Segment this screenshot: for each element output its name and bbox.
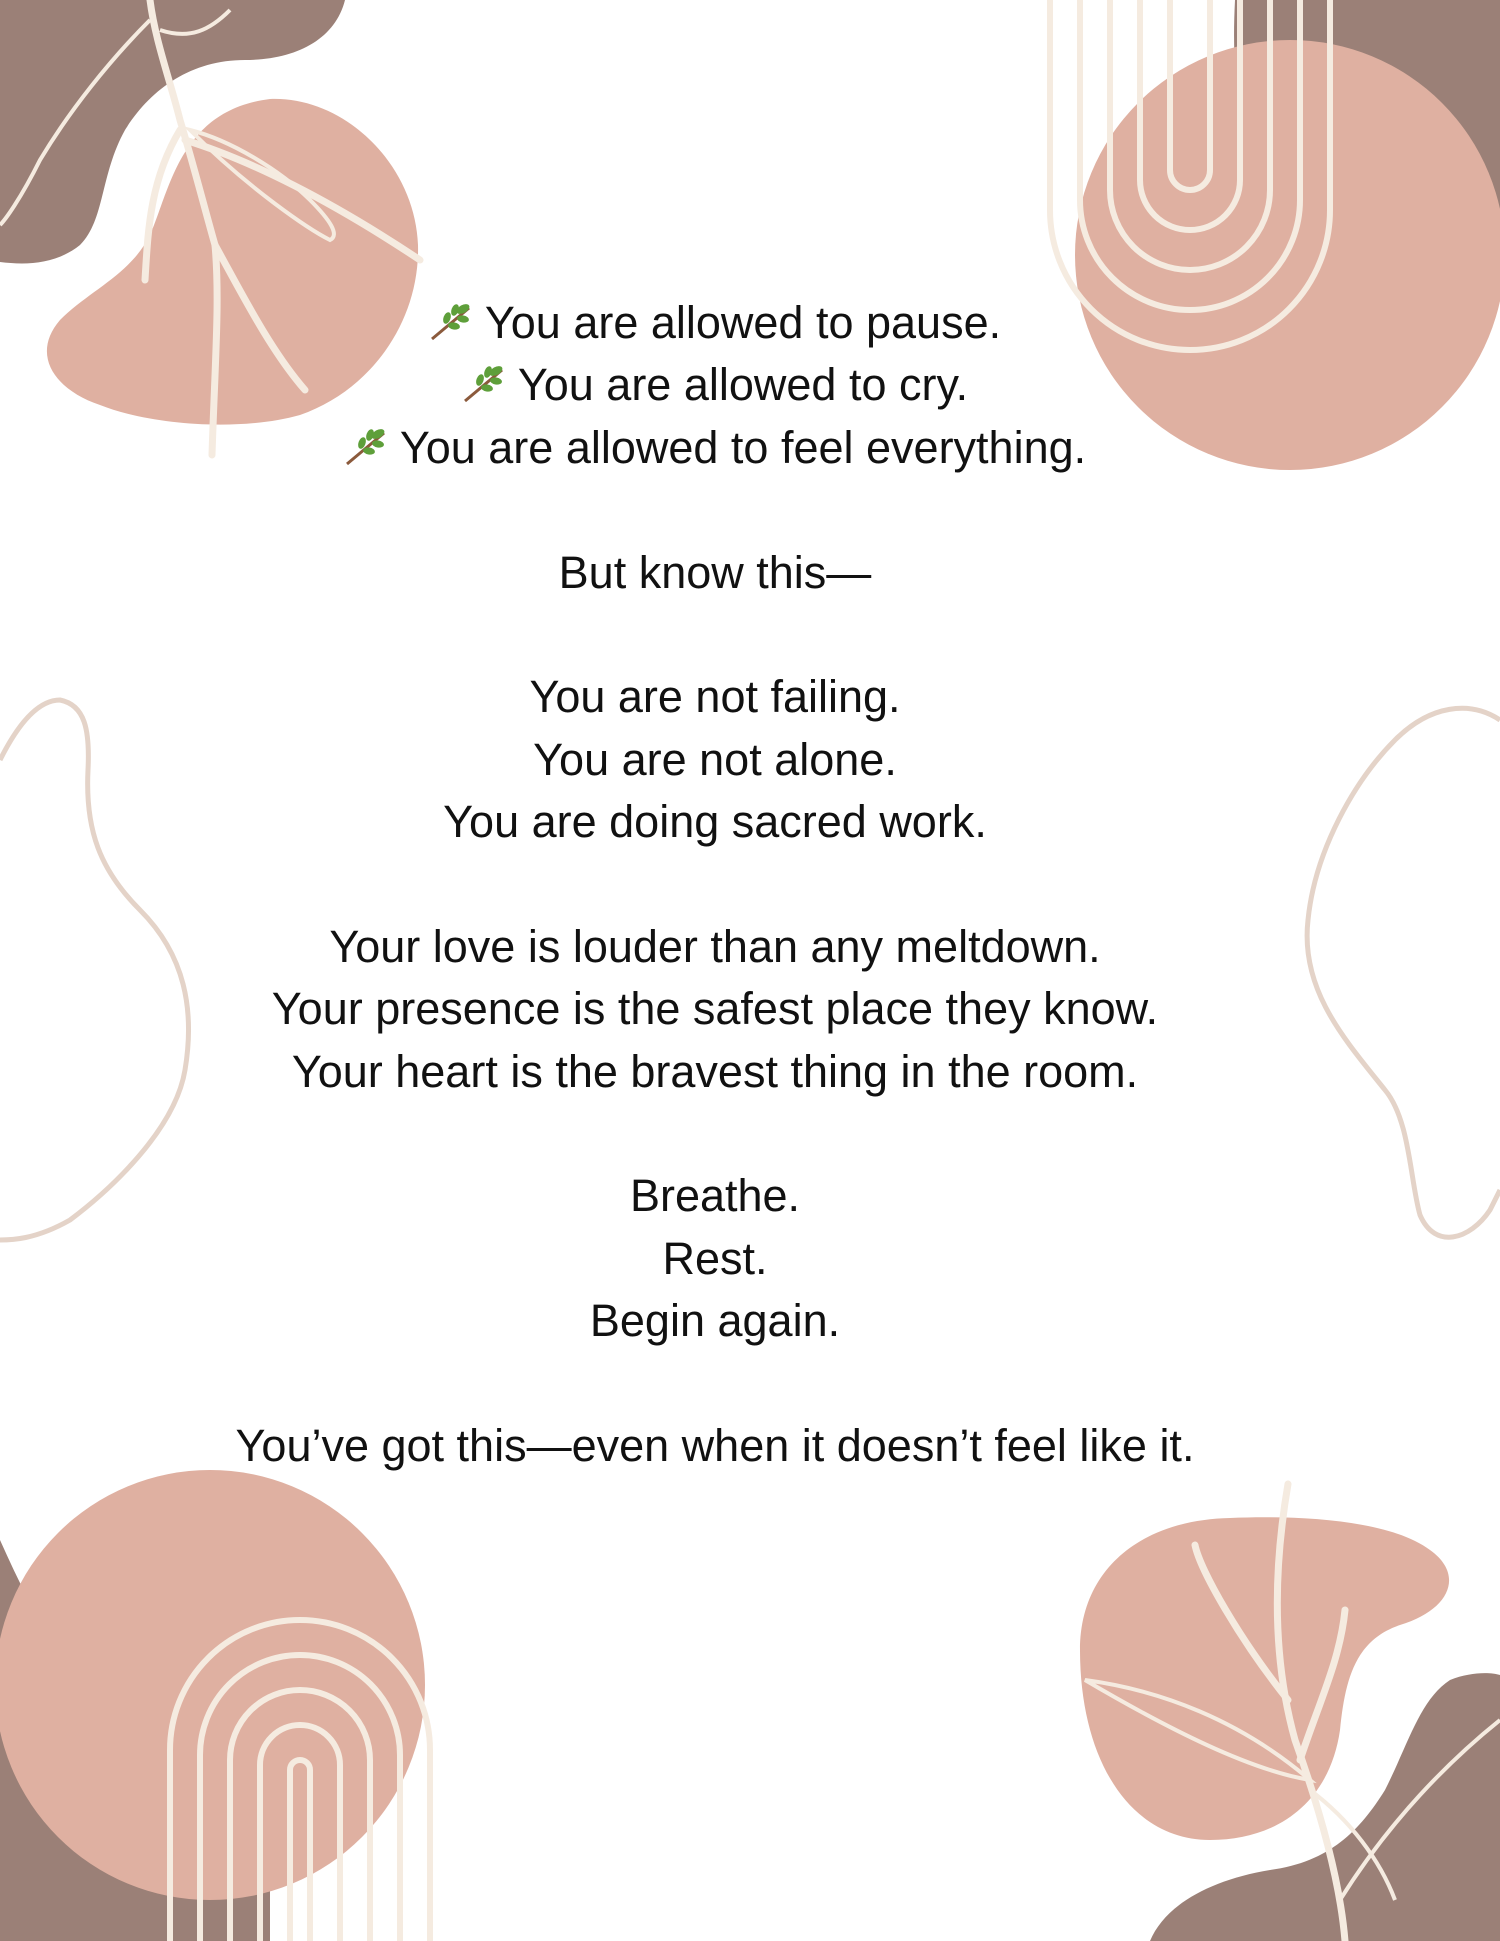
- love-line: Your heart is the bravest thing in the room.: [291, 1045, 1139, 1097]
- bottom-left-blush-circle: [0, 1470, 425, 1900]
- affirmation-text: You are allowed to pause.: [484, 297, 1002, 348]
- stanza-gap: [0, 1353, 1430, 1415]
- love-line: Your presence is the safest place they know.: [271, 983, 1159, 1035]
- affirmation-line: [0, 417, 1430, 479]
- instruction-line: Rest.: [662, 1232, 768, 1284]
- stanza-gap: [0, 1103, 1430, 1165]
- herb-sprig-icon: [344, 427, 390, 467]
- love-line: Your love is louder than any meltdown.: [329, 920, 1101, 972]
- stanza-gap: [0, 479, 1430, 541]
- closing-line: You’ve got this—even when it doesn’t feel like it.: [235, 1420, 1195, 1472]
- reassurance-line: You are doing sacred work.: [443, 796, 987, 848]
- reassurance-line: You are not failing.: [529, 671, 901, 723]
- transition-line: But know this—: [558, 546, 872, 598]
- herb-sprig-icon: [462, 364, 508, 404]
- instruction-line: Breathe.: [629, 1170, 801, 1222]
- affirmation-text: You are allowed to cry.: [517, 359, 969, 411]
- affirmation-line: [0, 292, 1430, 354]
- herb-sprig-icon: [429, 302, 475, 342]
- stanza-gap: [0, 854, 1430, 916]
- affirmation-line: [0, 354, 1430, 416]
- affirmation-text: You are allowed to feel everything.: [399, 421, 1087, 473]
- reassurance-line: You are not alone.: [533, 733, 897, 785]
- stanza-gap: [0, 604, 1430, 666]
- instruction-line: Begin again.: [589, 1295, 841, 1347]
- affirmation-poem: [0, 292, 1430, 1477]
